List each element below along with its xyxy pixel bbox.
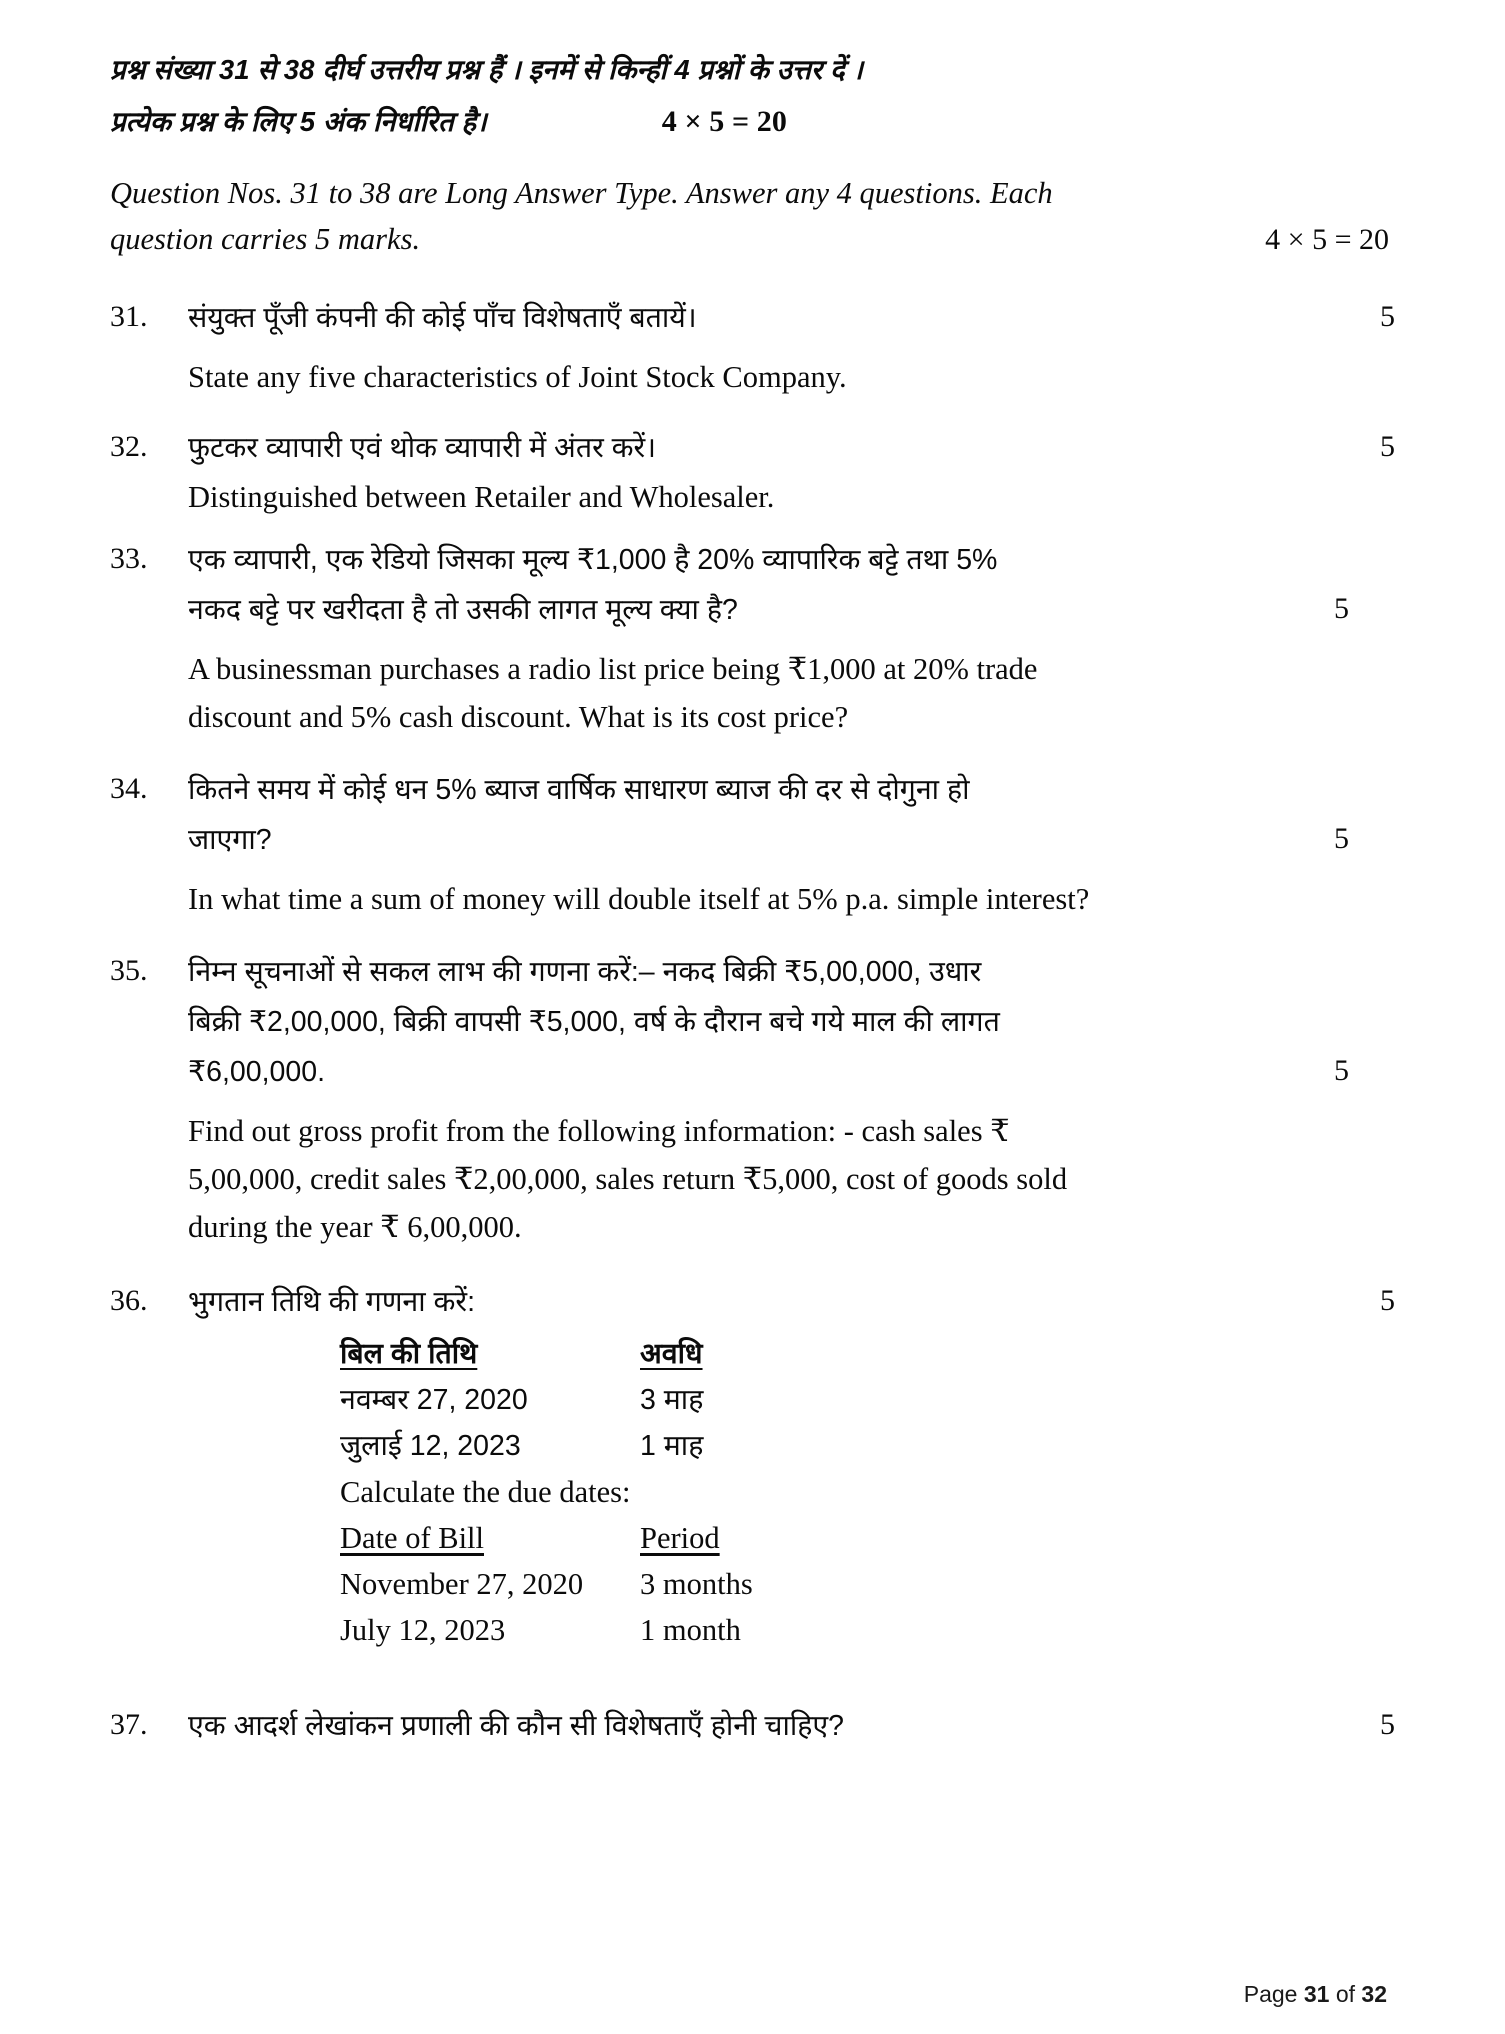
question-text-hindi: संयुक्त पूँजी कंपनी की कोई पाँच विशेषताएँ बतायें।: [188, 302, 697, 334]
question-text-english: Distinguished between Retailer and Wholesaler.: [188, 480, 775, 514]
question-35: [110, 947, 1395, 1251]
table-header-period-hindi: अवधि: [640, 1338, 703, 1370]
table-row: [340, 1377, 1349, 1423]
question-text-english-line-1: Find out gross profit from the following information: - cash sales ₹: [188, 1114, 1010, 1148]
question-prompt-english: Calculate the due dates:: [340, 1475, 631, 1509]
table-cell-period: 3 months: [640, 1567, 753, 1601]
question-number: 33.: [110, 542, 148, 575]
question-prompt-english-row: [340, 1469, 1349, 1515]
instructions-hindi-line-1: प्रश्न संख्या 31 से 38 दीर्घ उत्तरीय प्रश्न हैं । इनमें से किन्हीं 4 प्रश्नों के उत्तर दें ।: [110, 54, 863, 85]
question-text-hindi-line-2: जाएगा?: [188, 824, 272, 856]
question-marks: 5: [1334, 1054, 1349, 1087]
due-date-table-hindi: [340, 1331, 1349, 1469]
table-cell-date: July 12, 2023: [340, 1613, 506, 1647]
question-text-hindi-line-3: ₹6,00,000.: [188, 1056, 325, 1088]
question-marks: 5: [1380, 1708, 1395, 1741]
table-cell-period: 3 माह: [640, 1384, 704, 1416]
table-cell-period: 1 माह: [640, 1430, 704, 1462]
question-text-hindi: फुटकर व्यापारी एवं थोक व्यापारी में अंतर करें।: [188, 432, 656, 464]
question-prompt-hindi: भुगतान तिथि की गणना करें:: [188, 1286, 476, 1318]
table-row: [340, 1561, 1349, 1607]
table-header-period-english: Period: [640, 1521, 720, 1555]
question-marks: 5: [1380, 1284, 1395, 1317]
question-33: [110, 535, 1395, 741]
instructions-english: [110, 170, 1395, 263]
footer-current-page: 31: [1303, 1981, 1330, 2007]
instructions-hindi-marks: 4 × 5 = 20: [661, 105, 787, 138]
question-36: [110, 1277, 1395, 1653]
question-text-hindi-line-2: बिक्री ₹2,00,000, बिक्री वापसी ₹5,000, वर्ष के दौरान बचे गये माल की लागत: [188, 1006, 1000, 1038]
question-text-hindi-line-1: कितने समय में कोई धन 5% ब्याज वार्षिक साधारण ब्याज की दर से दोगुना हो: [188, 774, 970, 806]
table-cell-date: November 27, 2020: [340, 1567, 584, 1601]
instructions-english-line-1: Question Nos. 31 to 38 are Long Answer Type. Answer any 4 questions. Each: [110, 176, 1053, 210]
question-text-english-line-2: discount and 5% cash discount. What is its cost price?: [188, 700, 849, 734]
table-cell-period: 1 month: [640, 1613, 741, 1647]
question-number: 34.: [110, 772, 148, 805]
question-31: [110, 293, 1395, 401]
question-marks: 5: [1380, 430, 1395, 463]
table-header-row: [340, 1515, 1349, 1561]
footer-separator: of: [1329, 1981, 1362, 2007]
question-number: 36.: [110, 1284, 148, 1317]
question-37: [110, 1701, 1395, 1751]
instructions-hindi-line-2: प्रत्येक प्रश्न के लिए 5 अंक निर्धारित है।: [110, 106, 487, 137]
question-marks: 5: [1334, 822, 1349, 855]
table-header-row: [340, 1331, 1349, 1377]
table-header-date-of-bill-hindi: बिल की तिथि: [340, 1338, 478, 1370]
due-date-table-english: [340, 1469, 1349, 1653]
question-number: 37.: [110, 1708, 148, 1741]
question-text-english-line-3: during the year ₹ 6,00,000.: [188, 1210, 522, 1244]
question-marks: 5: [1380, 300, 1395, 333]
footer-total-pages: 32: [1361, 1981, 1387, 2007]
question-number: 32.: [110, 430, 148, 463]
footer-prefix: Page: [1243, 1981, 1304, 2007]
table-cell-date: जुलाई 12, 2023: [340, 1430, 521, 1462]
question-34: [110, 765, 1395, 923]
page-footer: [1244, 1981, 1387, 2008]
instructions-english-marks: 4 × 5 = 20: [1265, 223, 1389, 256]
question-text-english-line-2: 5,00,000, credit sales ₹2,00,000, sales return ₹5,000, cost of goods sold: [188, 1162, 1068, 1196]
question-text-english-line-1: A businessman purchases a radio list price being ₹1,000 at 20% trade: [188, 652, 1038, 686]
instructions-english-line-2: question carries 5 marks.: [110, 222, 421, 256]
table-row: [340, 1423, 1349, 1469]
question-text-english: State any five characteristics of Joint Stock Company.: [188, 360, 847, 394]
question-32: [110, 423, 1395, 521]
table-row: [340, 1607, 1349, 1653]
question-text-hindi-line-1: निम्न सूचनाओं से सकल लाभ की गणना करें:– नकद बिक्री ₹5,00,000, उधार: [188, 956, 982, 988]
question-number: 35.: [110, 954, 148, 987]
question-text-english: In what time a sum of money will double itself at 5% p.a. simple interest?: [188, 882, 1090, 916]
question-number: 31.: [110, 300, 148, 333]
instructions-hindi: [110, 44, 1395, 148]
question-text-hindi-line-2: नकद बट्टे पर खरीदता है तो उसकी लागत मूल्य क्या है?: [188, 594, 738, 626]
question-text-hindi: एक आदर्श लेखांकन प्रणाली की कौन सी विशेषताएँ होनी चाहिए?: [188, 1710, 844, 1742]
table-cell-date: नवम्बर 27, 2020: [340, 1384, 528, 1416]
question-text-hindi-line-1: एक व्यापारी, एक रेडियो जिसका मूल्य ₹1,000 है 20% व्यापारिक बट्टे तथा 5%: [188, 544, 998, 576]
question-marks: 5: [1334, 592, 1349, 625]
table-header-date-of-bill-english: Date of Bill: [340, 1521, 484, 1555]
